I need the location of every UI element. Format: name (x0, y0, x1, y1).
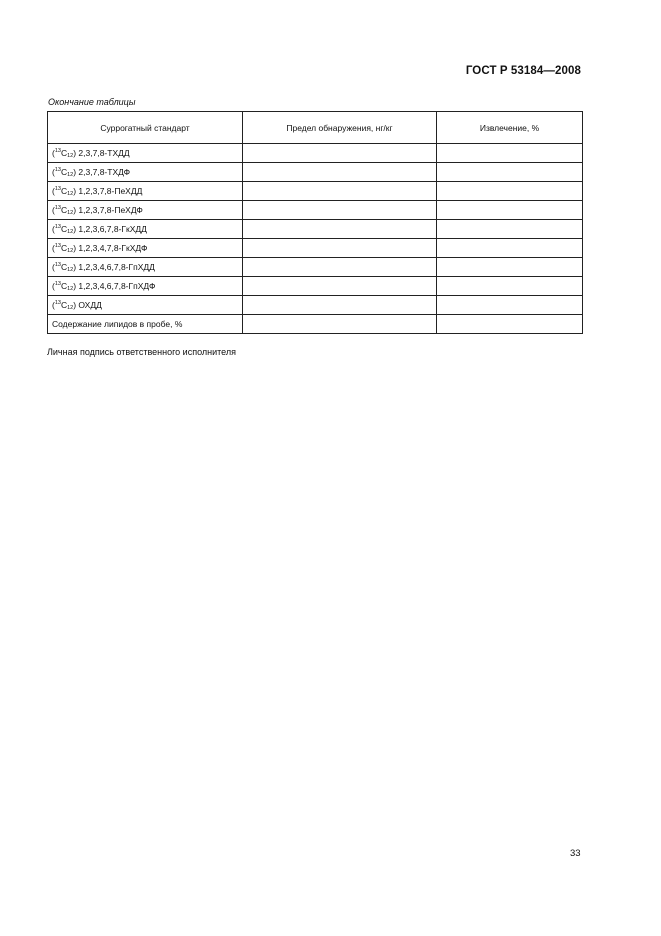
detection-limit-cell (243, 144, 437, 163)
table-row (48, 144, 583, 163)
element-symbol: C (60, 186, 68, 196)
element-symbol: C (60, 167, 68, 177)
atom-count: 12 (67, 210, 74, 216)
compound-name: ) ОХДД (73, 300, 102, 310)
atom-count: 12 (67, 305, 74, 311)
compound-cell (48, 258, 243, 277)
detection-limit-cell (243, 277, 437, 296)
detection-limit-cell (243, 315, 437, 334)
table-header-row (48, 112, 583, 144)
compound-cell (48, 163, 243, 182)
compound-cell (48, 144, 243, 163)
atom-count: 12 (67, 191, 74, 197)
recovery-cell (437, 239, 583, 258)
atom-count: 12 (67, 172, 74, 178)
compound-name: ) 1,2,3,7,8-ПеХДД (73, 186, 143, 196)
compound-name: ) 1,2,3,4,7,8-ГкХДФ (73, 243, 148, 253)
recovery-cell (437, 220, 583, 239)
compound-cell (48, 182, 243, 201)
header-detection-limit: Предел обнаружения, нг/кг (243, 112, 437, 144)
compound-cell (48, 296, 243, 315)
compound-cell (48, 277, 243, 296)
element-symbol: C (60, 281, 68, 291)
recovery-cell (437, 163, 583, 182)
table-continuation-label: Окончание таблицы (48, 97, 136, 107)
recovery-cell (437, 144, 583, 163)
compound-name: ) 2,3,7,8-ТХДД (73, 148, 130, 158)
compound-open-paren: ( (52, 186, 55, 196)
element-symbol: C (60, 262, 68, 272)
isotope-mass: 13 (54, 224, 61, 230)
compound-cell (48, 239, 243, 258)
element-symbol: C (60, 148, 68, 158)
table-row (48, 296, 583, 315)
element-symbol: C (60, 300, 68, 310)
compound-name: ) 1,2,3,4,6,7,8-ГпХДД (73, 262, 155, 272)
element-symbol: C (60, 224, 68, 234)
element-symbol: C (60, 205, 68, 215)
page-number: 33 (570, 848, 581, 859)
isotope-mass: 13 (54, 186, 61, 192)
atom-count: 12 (67, 286, 74, 292)
compound-open-paren: ( (52, 281, 55, 291)
signature-line: Личная подпись ответственного исполнителя (47, 347, 236, 357)
compound-cell (48, 220, 243, 239)
table-row (48, 277, 583, 296)
table-row (48, 220, 583, 239)
isotope-mass: 13 (54, 205, 61, 211)
isotope-mass: 13 (54, 167, 61, 173)
detection-limit-cell (243, 220, 437, 239)
isotope-mass: 13 (54, 243, 61, 249)
lipid-content-row (48, 315, 583, 334)
atom-count: 12 (67, 248, 74, 254)
compound-name: ) 2,3,7,8-ТХДФ (73, 167, 131, 177)
element-symbol: C (60, 243, 68, 253)
recovery-cell (437, 315, 583, 334)
atom-count: 12 (67, 267, 74, 273)
compound-open-paren: ( (52, 148, 55, 158)
header-recovery: Извлечение, % (437, 112, 583, 144)
detection-limit-cell (243, 182, 437, 201)
compound-name: ) 1,2,3,4,6,7,8-ГпХДФ (73, 281, 156, 291)
compound-open-paren: ( (52, 205, 55, 215)
recovery-cell (437, 182, 583, 201)
atom-count: 12 (67, 229, 74, 235)
compound-open-paren: ( (52, 300, 55, 310)
detection-limit-cell (243, 163, 437, 182)
lipid-content-label: Содержание липидов в пробе, % (48, 315, 243, 334)
table-row (48, 239, 583, 258)
atom-count: 12 (67, 153, 74, 159)
compound-name: ) 1,2,3,7,8-ПеХДФ (73, 205, 143, 215)
compound-cell (48, 201, 243, 220)
detection-limit-cell (243, 239, 437, 258)
isotope-mass: 13 (54, 148, 61, 154)
isotope-mass: 13 (54, 262, 61, 268)
detection-limit-cell (243, 201, 437, 220)
recovery-cell (437, 277, 583, 296)
compound-open-paren: ( (52, 224, 55, 234)
table-row (48, 163, 583, 182)
isotope-mass: 13 (54, 281, 61, 287)
compound-open-paren: ( (52, 167, 55, 177)
recovery-cell (437, 296, 583, 315)
recovery-cell (437, 201, 583, 220)
document-code: ГОСТ Р 53184—2008 (465, 65, 581, 77)
compound-name: ) 1,2,3,6,7,8-ГкХДД (73, 224, 147, 234)
table-row (48, 201, 583, 220)
surrogate-standards-table (47, 111, 583, 334)
detection-limit-cell (243, 258, 437, 277)
detection-limit-cell (243, 296, 437, 315)
compound-open-paren: ( (52, 262, 55, 272)
table-row (48, 182, 583, 201)
header-surrogate-standard: Суррогатный стандарт (48, 112, 243, 144)
compound-open-paren: ( (52, 243, 55, 253)
recovery-cell (437, 258, 583, 277)
isotope-mass: 13 (54, 300, 61, 306)
table-row (48, 258, 583, 277)
